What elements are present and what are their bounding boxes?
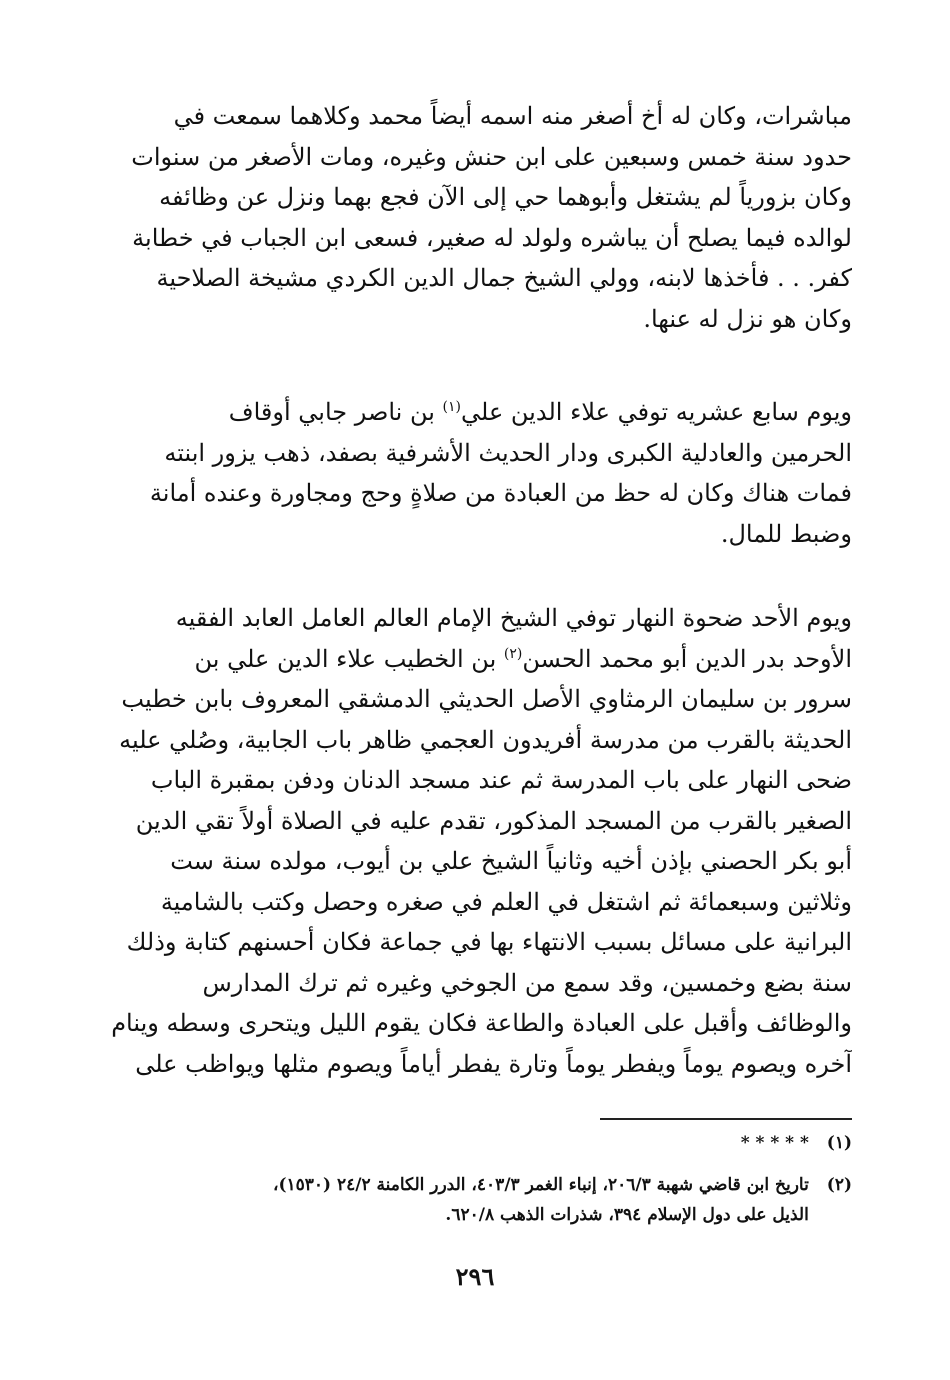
text-line: الحديثة بالقرب من مدرسة أفريدون العجمي ظاهر باب الجابية، وصُلي عليه — [119, 725, 852, 754]
text-segment: الأوحد بدر الدين أبو محمد الحسن — [522, 644, 852, 673]
text-line: الصغير بالقرب من المسجد المذكور، تقدم عليه في الصلاة أولاً تقي الدين — [135, 806, 852, 835]
text-line: وثلاثين وسبعمائة ثم اشتغل في العلم في صغره وحصل وكتب بالشامية — [160, 887, 852, 916]
footnote-ref-1: (١) — [442, 399, 462, 415]
text-line: سنة بضع وخمسين، وقد سمع من الجوخي وغيره ثم ترك المدارس — [202, 968, 852, 997]
text-line: وضبط للمال. — [720, 519, 852, 548]
footnote-body — [109, 1128, 809, 1158]
paragraph-2 — [100, 392, 852, 554]
paragraph-1 — [100, 96, 852, 339]
text-line: ضحى النهار على باب المدرسة ثم عند مسجد الدنان ودفن بمقبرة الباب — [150, 766, 852, 794]
text-line: وكان هو نزل له عنها. — [643, 304, 852, 333]
footnote-divider — [600, 1118, 852, 1120]
text-line: الحرمين والعادلية الكبرى ودار الحديث الأشرفية بصفد، ذهب يزور ابنته — [164, 438, 852, 467]
text-segment: بن الخطيب علاء الدين علي بن — [194, 644, 504, 673]
footnote-line: * * * * * — [740, 1133, 809, 1153]
text-line: ويوم الأحد ضحوة النهار توفي الشيخ الإمام العالم العامل العابد الفقيه — [175, 604, 852, 632]
text-line: كفر. . . فأخذها لابنه، وولي الشيخ جمال الدين الكردي مشيخة الصلاحية — [156, 264, 852, 292]
text-line: أبو بكر الحصني بإذن أخيه وثانياً الشيخ علي بن أيوب، مولده سنة ست — [170, 847, 852, 875]
text-line: سرور بن سليمان الرمثاوي الأصل الحديثي الدمشقي المعروف بابن خطيب — [121, 685, 852, 713]
text-line: البرانية على مسائل بسبب الانتهاء بها في جماعة فكان أحسنهم كتابة وذلك — [126, 928, 852, 956]
text-line: مباشرات، وكان له أخ أصغر منه اسمه أيضاً محمد وكلاهما سمعت في — [173, 102, 852, 130]
page-number: ٢٩٦ — [455, 1262, 495, 1291]
text-segment: بن ناصر جابي أوقاف — [228, 398, 443, 426]
footnote-number: (٢) — [826, 1175, 852, 1195]
text-line: لوالده فيما يصلح أن يباشره ولولد له صغير، فسعى ابن الجباب في خطابة — [132, 223, 852, 252]
footnote-line: تاريخ ابن قاضي شهبة ٢٠٦/٣، إنباء الغمر ٤٠٣/٣، الدرر الكامنة ٢٤/٢ (١٥٣٠)، — [272, 1175, 809, 1195]
footnote-body — [109, 1170, 809, 1230]
footnote-1 — [100, 1128, 852, 1158]
text-line-with-footnote-ref — [100, 392, 852, 433]
text-segment: ويوم سابع عشريه توفي علاء الدين علي — [461, 398, 852, 426]
text-line: فمات هناك وكان له حظ من العبادة من صلاةٍ وحج ومجاورة وعنده أمانة — [149, 479, 852, 507]
text-line: آخره ويصوم يوماً ويفطر يوماً وتارة يفطر أياماً ويصوم مثلها ويواظب على — [135, 1049, 852, 1078]
text-line: والوظائف وأقبل على العبادة والطاعة فكان يقوم الليل ويتحرى وسطه وينام — [111, 1009, 852, 1037]
footnote-2 — [100, 1170, 852, 1230]
paragraph-3 — [100, 598, 852, 1084]
text-line-with-footnote-ref — [100, 639, 852, 680]
footnote-ref-2: (٢) — [503, 645, 523, 662]
text-line: وكان بزورياً لم يشتغل وأبوهما حي إلى الآن فجع بهما ونزل عن وظائفه — [159, 183, 852, 211]
footnote-line: الذيل على دول الإسلام ٣٩٤، شذرات الذهب ٦٢٠/٨. — [445, 1205, 809, 1225]
footnote-number: (١) — [826, 1133, 852, 1153]
text-line: حدود سنة خمس وسبعين على ابن حنش وغيره، ومات الأصغر من سنوات — [131, 142, 852, 171]
